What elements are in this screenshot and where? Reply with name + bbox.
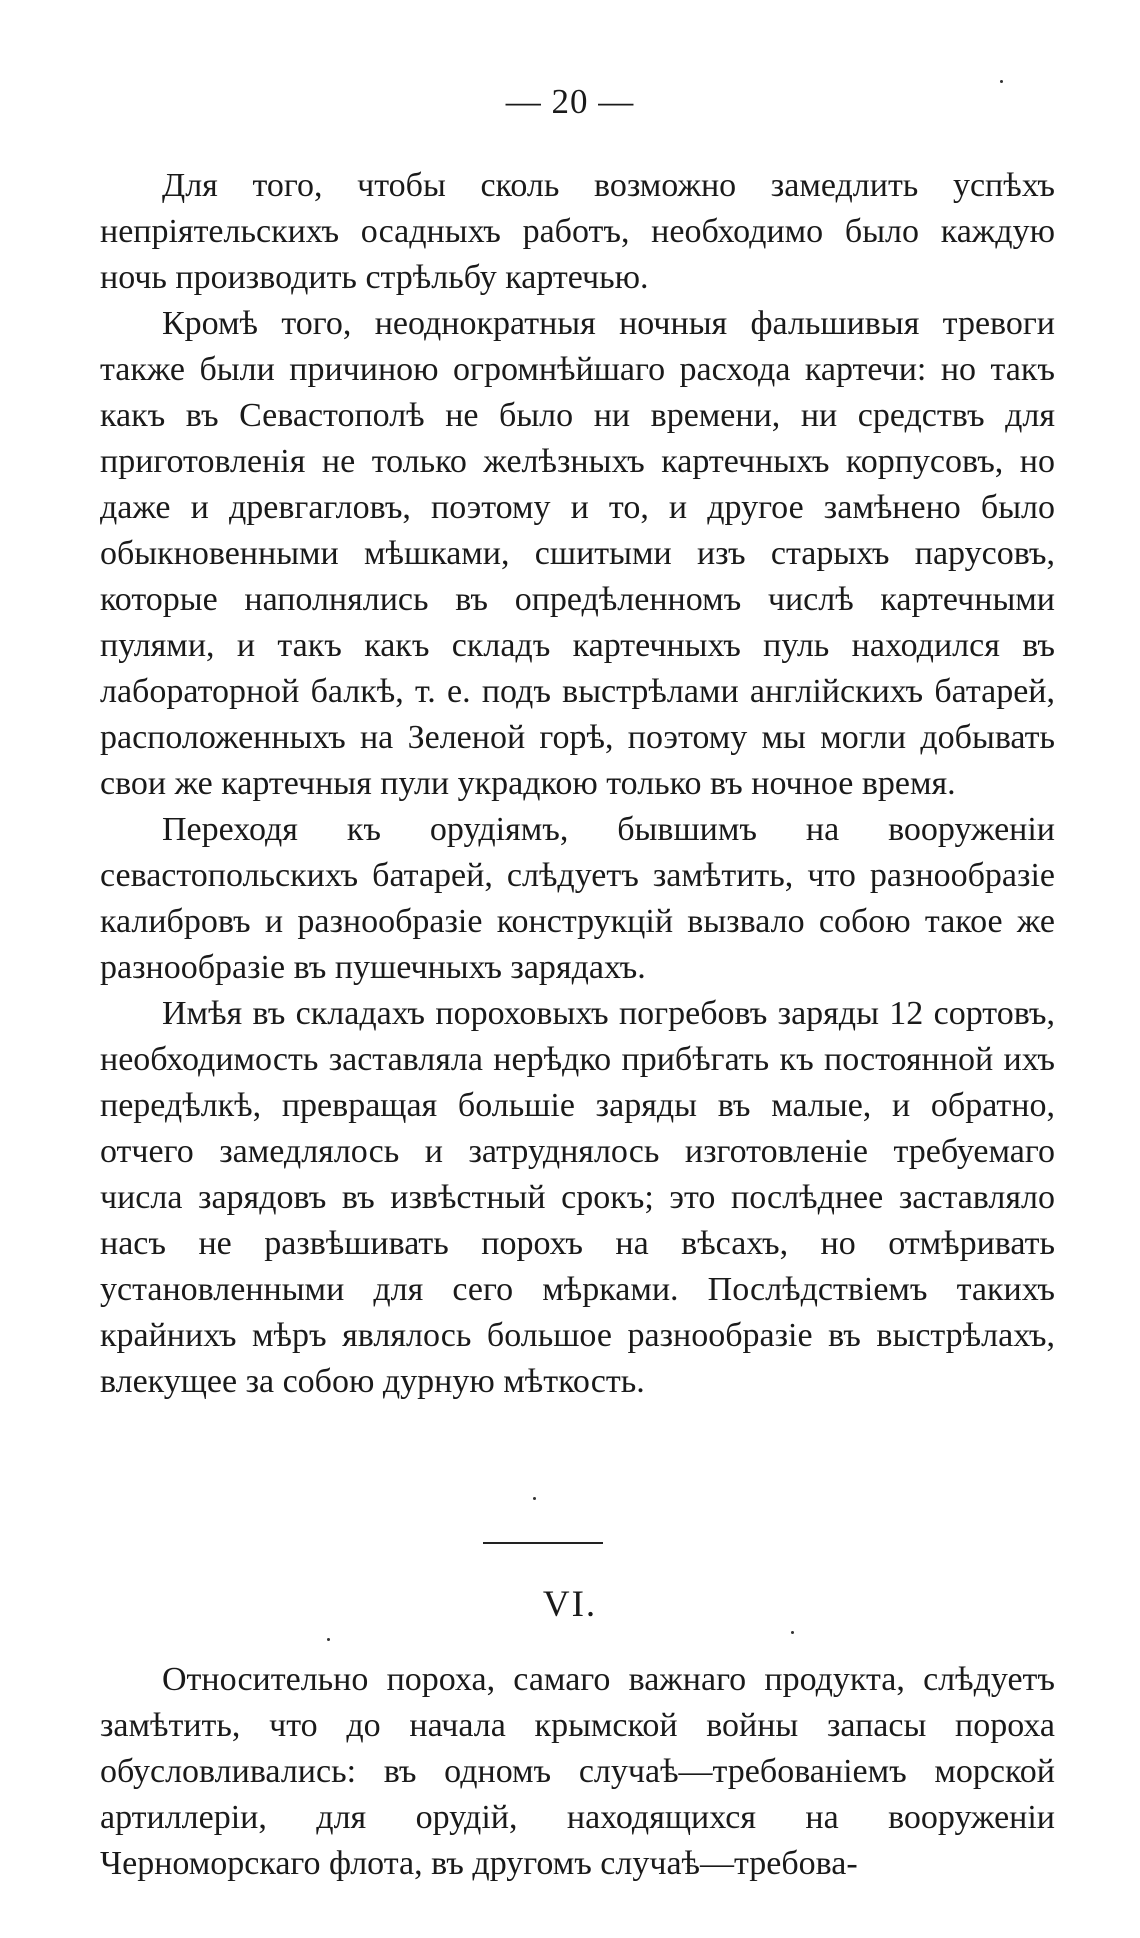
print-speck: [1000, 80, 1003, 83]
section-body: [100, 163, 1055, 1405]
paragraph: Переходя къ орудіямъ, бывшимъ на вооруженіи севастопольскихъ батарей, слѣдуетъ замѣтить, что разнообразіе калибровъ и разнообразіе конструкцій вызвало собою такое же разнообразіе въ пушечныхъ зарядахъ.: [100, 811, 1055, 986]
paragraph: Кромѣ того, неоднократныя ночныя фальшивыя тревоги также были причиною огромнѣйшаго расхода картечи: но такъ какъ въ Севастополѣ не было ни времени, ни средствъ для приготовленія не только желѣзныхъ картечныхъ корпусовъ, но даже и древгагловъ, поэтому и то, и другое замѣнено было обыкновенными мѣшками, сшитыми изъ старыхъ парусовъ, которые наполнялись въ опредѣленномъ числѣ картечными пулями, и такъ какъ складъ картечныхъ пуль находился въ лабораторной балкѣ, т. е. подъ выстрѣлами англійскихъ батарей, расположенныхъ на Зеленой горѣ, поэтому мы могли добывать свои же картечныя пули украдкою только въ ночное время.: [100, 305, 1055, 802]
print-speck: [327, 1638, 330, 1641]
section-divider: [483, 1542, 603, 1544]
page-number: — 20 —: [505, 82, 635, 121]
paragraph: Относительно пороха, самаго важнаго продукта, слѣдуетъ замѣтить, что до начала крымской войны запасы пороха обусловливались: въ одномъ случаѣ—требованіемъ морской артиллеріи, для орудій, находящихся на вооруженіи Черноморскаго флота, въ другомъ случаѣ—требова-: [100, 1661, 1055, 1882]
section-body: [100, 1657, 1055, 1887]
section-heading: VI.: [542, 1584, 598, 1625]
print-speck: [533, 1497, 536, 1500]
print-speck: [791, 1631, 794, 1634]
paragraph: Для того, чтобы сколь возможно замедлить успѣхъ непріятельскихъ осадныхъ работъ, необходимо было каждую ночь производить стрѣльбу картечью.: [100, 167, 1055, 296]
paragraph: Имѣя въ складахъ пороховыхъ погребовъ заряды 12 сортовъ, необходимость заставляла нерѣдко прибѣгать къ постоянной ихъ передѣлкѣ, превращая большіе заряды въ малые, и обратно, отчего замедлялось и затруднялось изготовленіе требуемаго числа зарядовъ въ извѣстный срокъ; это послѣднее заставляло насъ не развѣшивать порохъ на вѣсахъ, но отмѣривать установленными для сего мѣрками. Послѣдствіемъ такихъ крайнихъ мѣръ являлось большое разнообразіе въ выстрѣлахъ, влекущее за собою дурную мѣткость.: [100, 995, 1055, 1400]
